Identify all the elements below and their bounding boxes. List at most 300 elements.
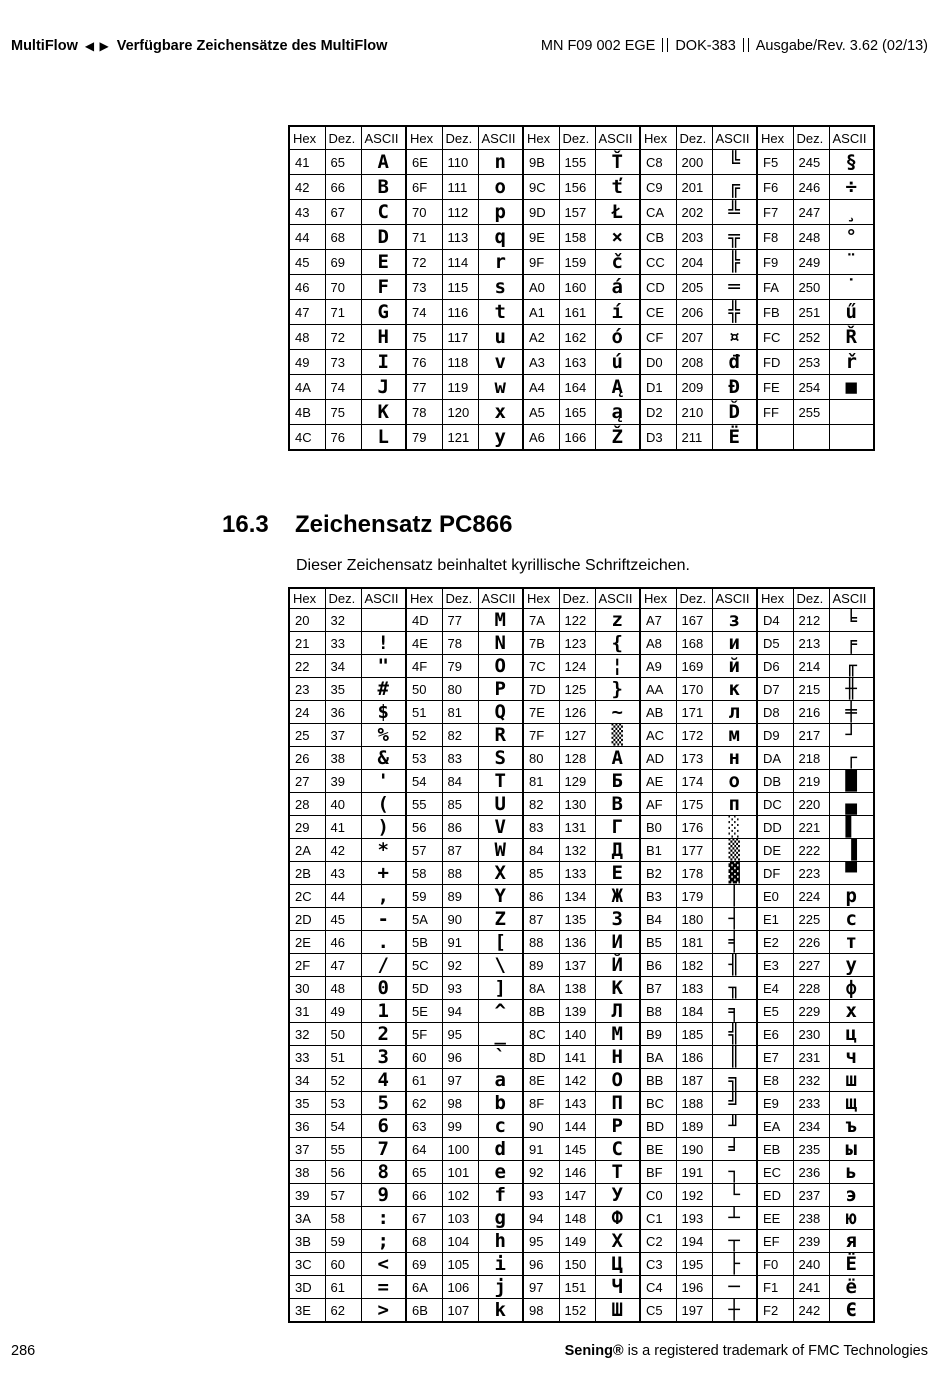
ascii-cell: Н [595,1046,640,1069]
ascii-cell: ╦ [712,225,757,250]
ascii-cell: N [478,632,523,655]
column-header: Hex [289,126,325,150]
dec-cell: 202 [676,200,712,225]
table-row [289,1115,874,1138]
dec-cell: 238 [793,1207,829,1230]
hex-cell: 7A [523,609,559,632]
hex-cell: 23 [289,678,325,701]
hex-cell: 9D [523,200,559,225]
dec-cell: 235 [793,1138,829,1161]
hex-cell: E5 [757,1000,793,1023]
dec-cell: 112 [442,200,478,225]
ascii-cell: § [829,150,874,175]
ascii-cell: А [595,747,640,770]
hex-cell: 8C [523,1023,559,1046]
ascii-cell: j [478,1276,523,1299]
ascii-cell: e [478,1161,523,1184]
ascii-cell: х [829,1000,874,1023]
hex-cell: 26 [289,747,325,770]
hex-cell: 54 [406,770,442,793]
dec-cell: 230 [793,1023,829,1046]
ascii-cell: ╛ [712,1138,757,1161]
table-row [289,1230,874,1253]
dec-cell: 87 [442,839,478,862]
hex-cell: AC [640,724,676,747]
nav-arrows-icon: ◀ ▶ [84,39,110,53]
hex-cell: 50 [406,678,442,701]
table-row [289,1069,874,1092]
dec-cell: 114 [442,250,478,275]
column-header: Hex [640,588,676,609]
dec-cell: 142 [559,1069,595,1092]
dec-cell: 150 [559,1253,595,1276]
column-header: ASCII [478,126,523,150]
dec-cell: 125 [559,678,595,701]
ascii-cell: з [712,609,757,632]
ascii-cell: ╔ [712,175,757,200]
ascii-cell: Ť [595,150,640,175]
hex-cell: 88 [523,931,559,954]
dec-cell: 74 [325,375,361,400]
ascii-cell: Ж [595,885,640,908]
table-row [289,632,874,655]
table-row [289,350,874,375]
section-description: Dieser Zeichensatz beinhaltet kyrillische Schriftzeichen. [296,557,690,574]
hex-cell: 2C [289,885,325,908]
dec-cell: 37 [325,724,361,747]
ascii-cell: ╓ [829,655,874,678]
separator-icon [662,38,668,52]
ascii-cell: " [361,655,406,678]
ascii-cell: ▄ [829,793,874,816]
dec-cell: 163 [559,350,595,375]
dec-cell: 72 [325,325,361,350]
ascii-cell: T [478,770,523,793]
trademark-text: is a registered trademark of FMC Technologies [623,1343,928,1359]
ascii-cell: ║ [712,1046,757,1069]
dec-cell: 160 [559,275,595,300]
dec-cell: 194 [676,1230,712,1253]
dec-cell: 200 [676,150,712,175]
ascii-cell: í [595,300,640,325]
dec-cell: 209 [676,375,712,400]
hex-cell: D4 [757,609,793,632]
ascii-cell: И [595,931,640,954]
dec-cell: 133 [559,862,595,885]
table-row [289,1207,874,1230]
column-header: Hex [757,126,793,150]
ascii-cell: 8 [361,1161,406,1184]
hex-cell: 97 [523,1276,559,1299]
ascii-cell: 7 [361,1138,406,1161]
dec-cell: 57 [325,1184,361,1207]
section-heading [222,511,512,539]
ascii-cell: С [595,1138,640,1161]
hex-cell: FC [757,325,793,350]
ascii-cell: Ď [712,400,757,425]
dec-cell: 80 [442,678,478,701]
ascii-cell: ř [829,350,874,375]
hex-cell: FE [757,375,793,400]
dec-cell: 113 [442,225,478,250]
hex-cell: 5E [406,1000,442,1023]
ascii-cell: r [478,250,523,275]
hex-cell: 2A [289,839,325,862]
dec-cell: 168 [676,632,712,655]
ascii-cell: М [595,1023,640,1046]
hex-cell: 7B [523,632,559,655]
hex-cell: 5D [406,977,442,1000]
hex-cell: D2 [640,400,676,425]
hex-cell: AB [640,701,676,724]
dec-cell: 219 [793,770,829,793]
dec-cell: 45 [325,908,361,931]
dec-cell: 226 [793,931,829,954]
dec-cell: 35 [325,678,361,701]
ascii-cell: ˙ [829,275,874,300]
dec-cell: 166 [559,425,595,451]
ascii-cell: ┼ [712,1299,757,1323]
hex-cell: 70 [406,200,442,225]
dec-cell: 117 [442,325,478,350]
ascii-cell: ▀ [829,862,874,885]
table-row [289,908,874,931]
hex-cell: C5 [640,1299,676,1323]
table-row [289,701,874,724]
dec-cell: 124 [559,655,595,678]
dec-cell: 121 [442,425,478,451]
dec-cell: 246 [793,175,829,200]
dec-cell: 172 [676,724,712,747]
ascii-cell: ¤ [712,325,757,350]
column-header: Hex [406,588,442,609]
hex-cell: 29 [289,816,325,839]
dec-cell: 228 [793,977,829,1000]
ascii-cell: d [478,1138,523,1161]
ascii-cell: Ё [829,1253,874,1276]
hex-cell: 55 [406,793,442,816]
table-row [289,375,874,400]
ascii-cell [829,400,874,425]
hex-cell: 49 [289,350,325,375]
dec-cell: 165 [559,400,595,425]
ascii-cell: K [361,400,406,425]
hex-cell: 8B [523,1000,559,1023]
hex-cell: DA [757,747,793,770]
hex-cell: FA [757,275,793,300]
hex-cell: F8 [757,225,793,250]
table-row [289,325,874,350]
dec-cell: 192 [676,1184,712,1207]
chapter-title: Verfügbare Zeichensätze des MultiFlow [116,38,388,54]
dec-cell: 46 [325,931,361,954]
hex-cell: 83 [523,816,559,839]
hex-cell: CF [640,325,676,350]
dec-cell: 232 [793,1069,829,1092]
ascii-cell: ╠ [712,250,757,275]
dec-cell: 126 [559,701,595,724]
dec-cell: 253 [793,350,829,375]
dec-cell: 252 [793,325,829,350]
dec-cell: 49 [325,1000,361,1023]
column-header: ASCII [595,588,640,609]
hex-cell: 51 [406,701,442,724]
column-header: Dez. [325,126,361,150]
ascii-cell: Q [478,701,523,724]
charset-table-pc866 [288,587,875,1323]
column-header: Dez. [442,126,478,150]
ascii-cell: ┌ [829,747,874,770]
hex-cell: 74 [406,300,442,325]
hex-cell: A6 [523,425,559,451]
dec-cell: 89 [442,885,478,908]
column-header: ASCII [829,126,874,150]
ascii-cell: ` [478,1046,523,1069]
dec-cell: 39 [325,770,361,793]
dec-cell: 107 [442,1299,478,1323]
hex-cell: D6 [757,655,793,678]
hex-cell: 9F [523,250,559,275]
dec-cell: 233 [793,1092,829,1115]
table-row [289,954,874,977]
ascii-cell: ╣ [712,1023,757,1046]
ascii-cell: Ł [595,200,640,225]
dec-cell: 59 [325,1230,361,1253]
hex-cell: E4 [757,977,793,1000]
dec-cell: 82 [442,724,478,747]
dec-cell: 52 [325,1069,361,1092]
hex-cell: 65 [406,1161,442,1184]
ascii-cell: м [712,724,757,747]
hex-cell: CD [640,275,676,300]
ascii-cell: П [595,1092,640,1115]
table-row [289,862,874,885]
hex-cell: B0 [640,816,676,839]
dec-cell: 141 [559,1046,595,1069]
ascii-cell: 9 [361,1184,406,1207]
hex-cell: F7 [757,200,793,225]
dec-cell: 41 [325,816,361,839]
ascii-cell: ╜ [712,1115,757,1138]
doc-number: MN F09 002 EGE [540,38,656,54]
hex-cell: 77 [406,375,442,400]
dec-cell: 156 [559,175,595,200]
hex-cell: E1 [757,908,793,931]
ascii-cell: Ë [712,425,757,451]
hex-cell: 45 [289,250,325,275]
brand-name: Sening® [564,1343,624,1359]
hex-cell: 4A [289,375,325,400]
ascii-cell: \ [478,954,523,977]
table-row [289,1276,874,1299]
dec-cell: 102 [442,1184,478,1207]
column-header: Dez. [676,588,712,609]
hex-cell: 39 [289,1184,325,1207]
doc-id: DOK-383 [675,38,736,54]
hex-cell: EB [757,1138,793,1161]
dec-cell: 213 [793,632,829,655]
hex-cell: EA [757,1115,793,1138]
column-header: Hex [406,126,442,150]
ascii-cell: B [361,175,406,200]
dec-cell: 234 [793,1115,829,1138]
ascii-cell: └ [712,1184,757,1207]
dec-cell: 105 [442,1253,478,1276]
ascii-cell: ű [829,300,874,325]
ascii-cell: A [361,150,406,175]
hex-cell: 6A [406,1276,442,1299]
dec-cell: 54 [325,1115,361,1138]
column-header: Hex [523,588,559,609]
ascii-cell: я [829,1230,874,1253]
ascii-cell: % [361,724,406,747]
dec-cell: 40 [325,793,361,816]
ascii-cell: ─ [712,1276,757,1299]
hex-cell: D0 [640,350,676,375]
ascii-cell: ▌ [829,816,874,839]
dec-cell: 197 [676,1299,712,1323]
column-header: Hex [757,588,793,609]
ascii-cell: J [361,375,406,400]
column-header: Dez. [559,126,595,150]
dec-cell: 96 [442,1046,478,1069]
dec-cell: 120 [442,400,478,425]
ascii-cell: э [829,1184,874,1207]
ascii-cell: Ч [595,1276,640,1299]
dec-cell: 58 [325,1207,361,1230]
dec-cell: 65 [325,150,361,175]
hex-cell: DE [757,839,793,862]
hex-cell: 92 [523,1161,559,1184]
hex-cell: C9 [640,175,676,200]
dec-cell: 249 [793,250,829,275]
ascii-cell: u [478,325,523,350]
dec-cell: 44 [325,885,361,908]
dec-cell: 248 [793,225,829,250]
hex-cell: D3 [640,425,676,451]
dec-cell: 34 [325,655,361,678]
hex-cell: 75 [406,325,442,350]
table-header-row [289,126,874,150]
table-row [289,1046,874,1069]
ascii-cell: D [361,225,406,250]
hex-cell: 36 [289,1115,325,1138]
hex-cell: 4B [289,400,325,425]
ascii-cell: и [712,632,757,655]
separator-icon [743,38,749,52]
hex-cell: 73 [406,275,442,300]
ascii-cell: ├ [712,1253,757,1276]
hex-cell: 47 [289,300,325,325]
table-row [289,400,874,425]
ascii-cell: F [361,275,406,300]
hex-cell: 2F [289,954,325,977]
ascii-cell: щ [829,1092,874,1115]
dec-cell: 207 [676,325,712,350]
hex-cell: A5 [523,400,559,425]
dec-cell: 145 [559,1138,595,1161]
hex-cell: 22 [289,655,325,678]
hex-cell: 48 [289,325,325,350]
ascii-cell: S [478,747,523,770]
ascii-cell: ╝ [712,1092,757,1115]
dec-cell: 217 [793,724,829,747]
hex-cell: 34 [289,1069,325,1092]
hex-cell: AD [640,747,676,770]
hex-cell: 7E [523,701,559,724]
page-number: 286 [11,1343,36,1359]
hex-cell: 67 [406,1207,442,1230]
ascii-cell: q [478,225,523,250]
ascii-cell: ┬ [712,1230,757,1253]
dec-cell: 101 [442,1161,478,1184]
hex-cell: B3 [640,885,676,908]
column-header: Dez. [442,588,478,609]
dec-cell: 95 [442,1023,478,1046]
column-header: Dez. [325,588,361,609]
ascii-cell: с [829,908,874,931]
hex-cell: D7 [757,678,793,701]
dec-cell: 38 [325,747,361,770]
hex-cell: 53 [406,747,442,770]
dec-cell: 208 [676,350,712,375]
dec-cell: 255 [793,400,829,425]
hex-cell: 3D [289,1276,325,1299]
ascii-cell: Z [478,908,523,931]
table-header-row [289,588,874,609]
ascii-cell: t [478,300,523,325]
ascii-cell: W [478,839,523,862]
dec-cell [793,425,829,451]
dec-cell: 118 [442,350,478,375]
ascii-cell: > [361,1299,406,1323]
dec-cell: 178 [676,862,712,885]
ascii-cell: X [478,862,523,885]
dec-cell: 157 [559,200,595,225]
dec-cell: 212 [793,609,829,632]
ascii-cell: a [478,1069,523,1092]
ascii-cell: y [478,425,523,451]
ascii-cell: ! [361,632,406,655]
dec-cell: 181 [676,931,712,954]
ascii-cell: ё [829,1276,874,1299]
dec-cell: 128 [559,747,595,770]
hex-cell: 81 [523,770,559,793]
hex-cell: D1 [640,375,676,400]
ascii-cell: M [478,609,523,632]
dec-cell: 222 [793,839,829,862]
hex-cell: B2 [640,862,676,885]
ascii-cell: : [361,1207,406,1230]
ascii-cell: , [361,885,406,908]
ascii-cell: ь [829,1161,874,1184]
dec-cell: 60 [325,1253,361,1276]
hex-cell: E7 [757,1046,793,1069]
column-header: Dez. [559,588,595,609]
ascii-cell: р [829,885,874,908]
column-header: ASCII [829,588,874,609]
hex-cell: 4D [406,609,442,632]
table-row [289,1000,874,1023]
dec-cell: 122 [559,609,595,632]
hex-cell: 7C [523,655,559,678]
hex-cell: 37 [289,1138,325,1161]
ascii-cell: Ц [595,1253,640,1276]
dec-cell: 241 [793,1276,829,1299]
hex-cell: BD [640,1115,676,1138]
hex-cell: EC [757,1161,793,1184]
dec-cell: 152 [559,1299,595,1323]
